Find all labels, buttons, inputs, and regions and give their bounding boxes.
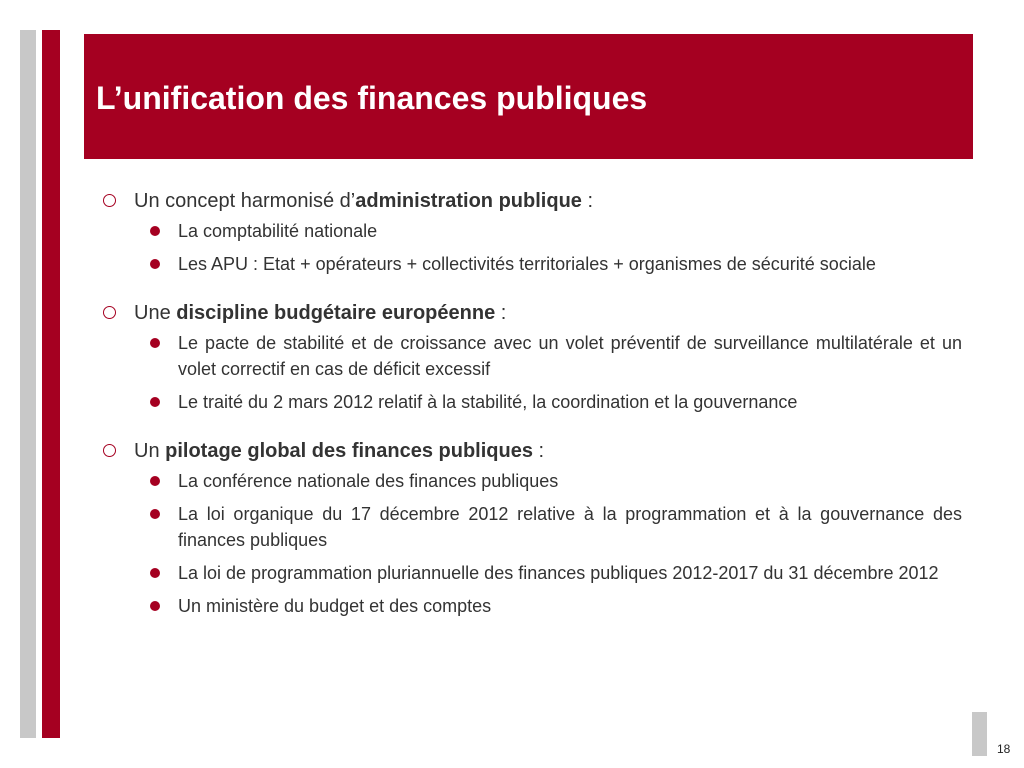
sub-list (100, 218, 962, 277)
sub-list (100, 330, 962, 415)
bullet-suffix: : (581, 190, 594, 212)
list-item (100, 389, 962, 415)
bullet-emphasis: discipline budgétaire européenne (176, 302, 496, 324)
left-red-bar (42, 30, 60, 738)
bullet-suffix: : (532, 440, 545, 462)
circle-outline-icon (103, 444, 116, 457)
filled-dot-icon (150, 509, 160, 519)
list-item (100, 251, 962, 277)
bullet-prefix: Une (134, 302, 177, 324)
circle-outline-icon (103, 194, 116, 207)
list-item-text: Le pacte de stabilité et de croissance avec un volet préventif de surveillance multilatérale et un volet correctif en cas de déficit excessif (178, 333, 962, 379)
left-gray-bar (20, 30, 36, 738)
bullet-prefix: Un (134, 440, 166, 462)
level1-bullet (100, 186, 962, 216)
list-item (100, 330, 962, 382)
sub-list (100, 468, 962, 619)
filled-dot-icon (150, 226, 160, 236)
section-pilotage-global (100, 436, 962, 619)
list-item (100, 501, 962, 553)
list-item-text: Un ministère du budget et des comptes (178, 596, 492, 616)
list-item-text: Les APU : Etat + opérateurs + collectivités territoriales + organismes de sécurité sociale (178, 254, 876, 274)
filled-dot-icon (150, 601, 160, 611)
slide-title: L’unification des finances publiques (96, 80, 648, 116)
slide-body (100, 186, 962, 626)
bullet-emphasis: administration publique (355, 190, 582, 212)
list-item (100, 560, 962, 586)
bullet-prefix: Un concept harmonisé d’ (134, 190, 356, 212)
list-item (100, 593, 962, 619)
corner-gray-mark (972, 712, 987, 756)
section-administration-publique (100, 186, 962, 277)
filled-dot-icon (150, 259, 160, 269)
list-item (100, 218, 962, 244)
level1-bullet (100, 298, 962, 328)
page-number: 18 (997, 742, 1011, 756)
section-discipline-budgetaire (100, 298, 962, 415)
list-item-text: La comptabilité nationale (178, 221, 378, 241)
filled-dot-icon (150, 397, 160, 407)
list-item-text: La loi organique du 17 décembre 2012 relative à la programmation et à la gouvernance des finances publiques (178, 504, 962, 550)
level1-bullet (100, 436, 962, 466)
list-item-text: La conférence nationale des finances publiques (178, 471, 559, 491)
filled-dot-icon (150, 568, 160, 578)
list-item (100, 468, 962, 494)
filled-dot-icon (150, 338, 160, 348)
bullet-emphasis: pilotage global des finances publiques (165, 440, 533, 462)
list-item-text: Le traité du 2 mars 2012 relatif à la stabilité, la coordination et la gouvernance (178, 392, 798, 412)
filled-dot-icon (150, 476, 160, 486)
circle-outline-icon (103, 306, 116, 319)
bullet-suffix: : (495, 302, 507, 324)
list-item-text: La loi de programmation pluriannuelle des finances publiques 2012-2017 du 31 décembre 2012 (178, 563, 939, 583)
